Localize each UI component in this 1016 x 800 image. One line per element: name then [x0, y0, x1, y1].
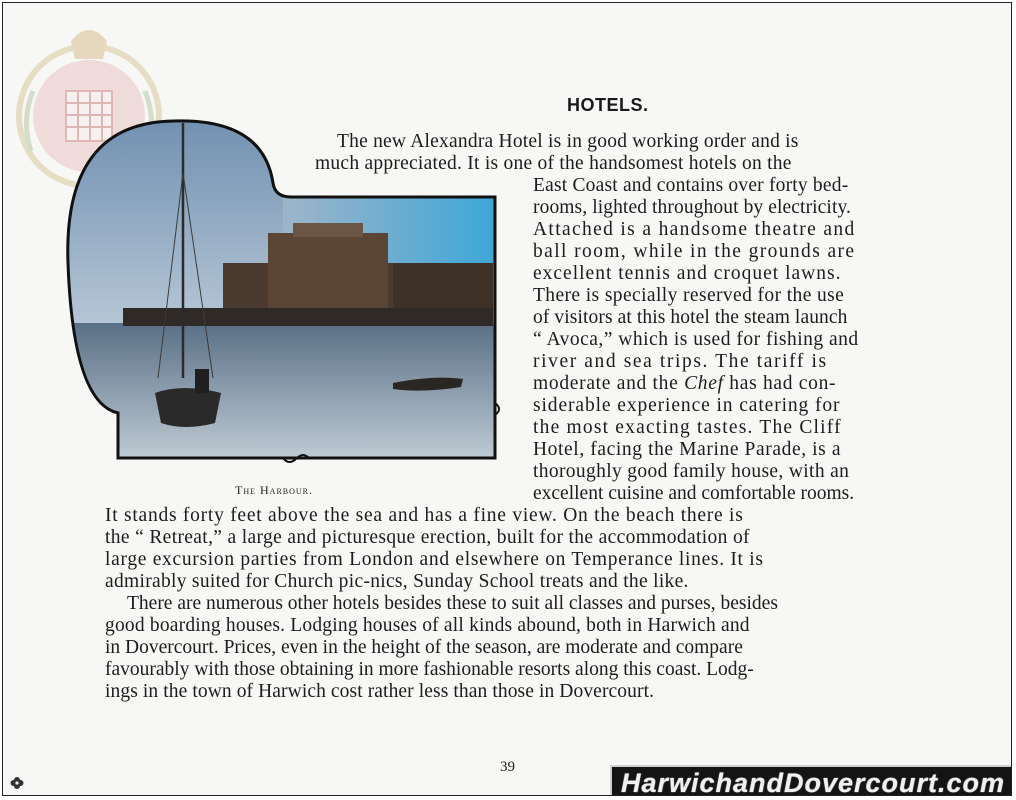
- text-line: There are numerous other hotels besides these to suit all classes and purses, besides: [127, 593, 778, 614]
- text-line: good boarding houses. Lodging houses of all kinds abound, both in Harwich and: [105, 615, 750, 636]
- book-page: [2, 2, 1012, 796]
- text-line: East Coast and contains over forty bed-: [533, 175, 849, 196]
- text-line: river and sea trips. The tariff is: [533, 351, 828, 372]
- text-line: of visitors at this hotel the steam launch: [533, 307, 848, 328]
- text-line: ball room, while in the grounds are: [533, 241, 856, 262]
- text-line: rooms, lighted throughout by electricity.: [533, 197, 852, 218]
- text-line: ings in the town of Harwich cost rather less than those in Dovercourt.: [105, 681, 655, 702]
- site-watermark: HarwichandDovercourt.com: [610, 765, 1012, 796]
- text-line: much appreciated. It is one of the handsomest hotels on the: [315, 153, 792, 174]
- text-line: The new Alexandra Hotel is in good working order and is: [337, 131, 799, 152]
- text-line: siderable experience in catering for: [533, 395, 841, 416]
- text-line: the most exacting tastes. The Cliff: [533, 417, 842, 438]
- text-line: the “ Retreat,” a large and picturesque erection, built for the accommodation of: [105, 527, 750, 548]
- text-line: excellent tennis and croquet lawns.: [533, 263, 842, 284]
- text-line: excellent cuisine and comfortable rooms.: [533, 483, 855, 504]
- text-line: “ Avoca,” which is used for fishing and: [533, 329, 859, 350]
- text-line: thoroughly good family house, with an: [533, 461, 850, 482]
- section-heading: HOTELS.: [567, 95, 649, 115]
- text-line: Hotel, facing the Marine Parade, is a: [533, 439, 842, 460]
- text-line: Attached is a handsome theatre and: [533, 219, 856, 240]
- text-line: It stands forty feet above the sea and has a fine view. On the beach there is: [105, 505, 744, 526]
- photo-caption: The Harbour.: [235, 483, 313, 497]
- page-number: 39: [500, 759, 515, 775]
- text-line: favourably with those obtaining in more fashionable resorts along this coast. Lodg-: [105, 659, 754, 680]
- text-line: large excursion parties from London and elsewhere on Temperance lines. It is: [105, 549, 764, 570]
- flower-icon: [9, 775, 25, 791]
- text-line: in Dovercourt. Prices, even in the height of the season, are moderate and compare: [105, 637, 743, 658]
- text-line: admirably suited for Church pic-nics, Sunday School treats and the like.: [105, 571, 689, 592]
- text-line: moderate and the Chef has had con-: [533, 373, 837, 394]
- text-line: There is specially reserved for the use: [533, 285, 845, 306]
